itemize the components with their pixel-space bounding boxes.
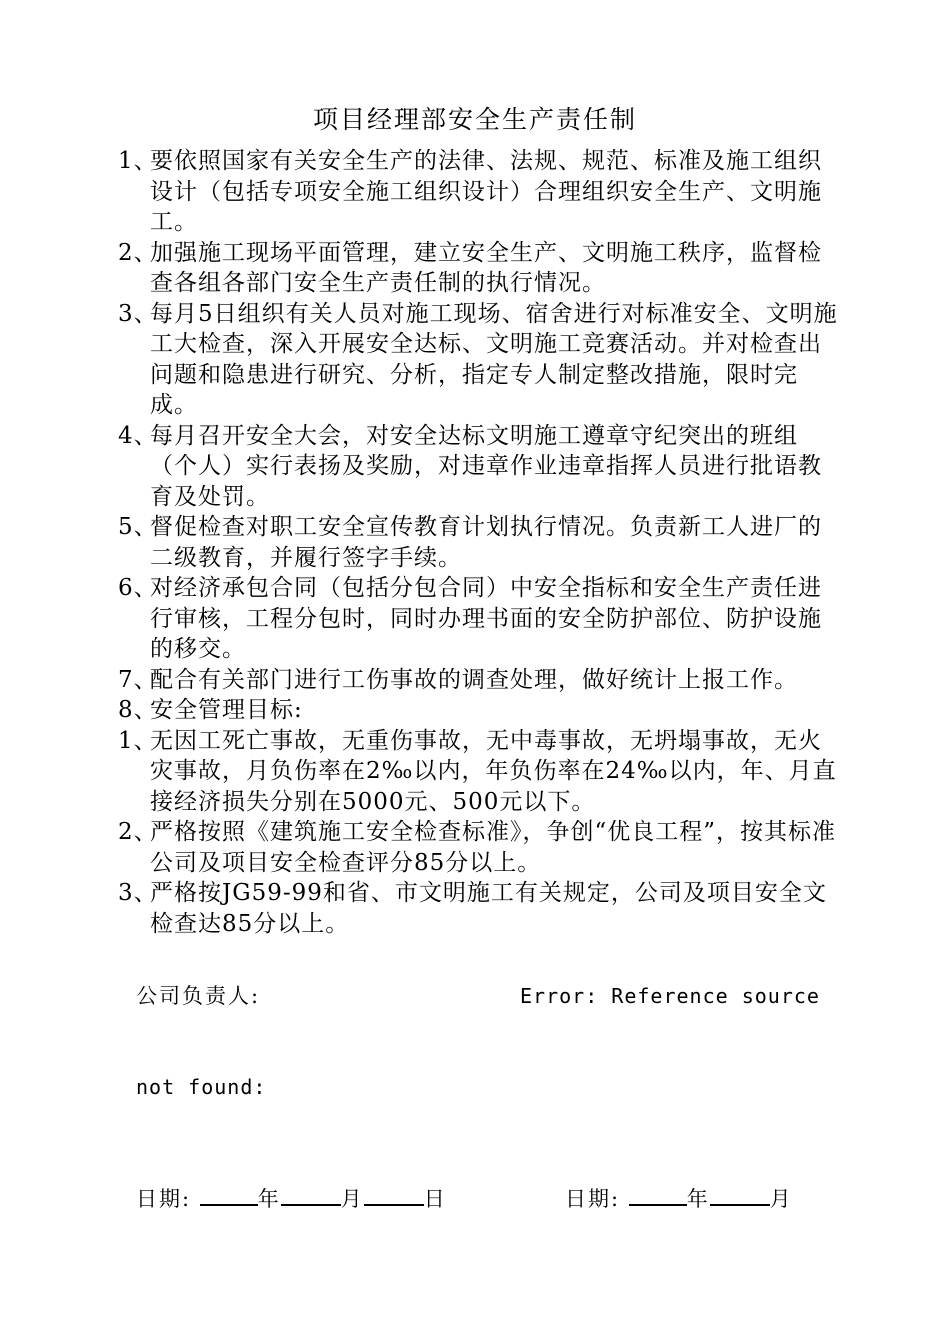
year-label: 年 <box>686 1187 710 1211</box>
date-label: 日期: <box>136 1187 192 1211</box>
item-number: 5、 <box>118 514 158 540</box>
day-label: 日 <box>423 1187 447 1211</box>
item-number: 8、 <box>118 697 158 723</box>
item-number: 1、 <box>118 727 158 754</box>
list-item <box>118 238 838 299</box>
day-blank <box>364 1186 424 1206</box>
item-text: 要依照国家有关安全生产的法律、法规、规范、标准及施工组织设计（包括专项安全施工组织设计）合理组织安全生产、文明施工。 <box>150 148 822 235</box>
item-number: 7、 <box>118 666 158 693</box>
item-number: 2、 <box>118 819 158 845</box>
item-text: 每月5日组织有关人员对施工现场、宿舍进行对标准安全、文明施工大检查，深入开展安全达标、文明施工竞赛活动。并对检查出问题和隐患进行研究、分析，指定专人制定整改措施，限时完成。 <box>150 300 838 418</box>
list-item <box>118 512 838 573</box>
item-text: 加强施工现场平面管理，建立安全生产、文明施工秩序，监督检查各组各部门安全生产责任制的执行情况。 <box>150 239 822 296</box>
item-text: 对经济承包合同（包括分包合同）中安全指标和安全生产责任进行审核，工程分包时，同时办理书面的安全防护部位、防护设施的移交。 <box>150 575 822 662</box>
item-text: 配合有关部门进行工伤事故的调查处理，做好统计上报工作。 <box>150 666 798 693</box>
error-reference-continuation: not found: <box>136 1075 267 1099</box>
right-date-line <box>565 1184 793 1214</box>
item-text: 督促检查对职工安全宣传教育计划执行情况。负责新工人进厂的二级教育，并履行签字手续。 <box>150 514 822 571</box>
list-item <box>118 421 838 513</box>
item-number: 2、 <box>118 239 158 266</box>
month-label: 月 <box>340 1187 364 1211</box>
month-blank <box>710 1186 770 1206</box>
left-date-line <box>136 1184 447 1214</box>
month-blank <box>281 1186 341 1206</box>
list-item <box>118 573 838 665</box>
list-item <box>118 817 838 878</box>
date-label: 日期: <box>565 1187 621 1211</box>
item-text: 严格按照《建筑施工安全检查标准》，争创“优良工程”，按其标准公司及项目安全检查评分85分以上。 <box>150 819 837 876</box>
list-item <box>118 726 838 818</box>
item-number: 6、 <box>118 575 158 601</box>
year-blank <box>629 1186 687 1206</box>
item-text: 安全管理目标: <box>150 697 303 723</box>
year-blank <box>200 1186 258 1206</box>
company-head-label: 公司负责人: <box>136 984 261 1008</box>
item-text: 严格按JG59-99和省、市文明施工有关规定，公司及项目安全文检查达85分以上。 <box>150 880 827 937</box>
year-label: 年 <box>257 1187 281 1211</box>
item-number: 3、 <box>118 880 158 906</box>
item-number: 4、 <box>118 422 158 449</box>
list-item <box>118 878 838 939</box>
month-label: 月 <box>769 1187 793 1211</box>
list-item <box>118 665 838 696</box>
responsibility-list <box>118 146 838 939</box>
error-reference-text: Error: Reference source <box>520 984 820 1008</box>
item-number: 3、 <box>118 300 158 327</box>
list-item <box>118 146 838 238</box>
list-item <box>118 695 838 726</box>
list-item <box>118 299 838 421</box>
document-title: 项目经理部安全生产责任制 <box>312 105 637 134</box>
item-number: 1、 <box>118 148 158 174</box>
item-text: 无因工死亡事故，无重伤事故，无中毒事故，无坍塌事故，无火灾事故，月负伤率在2‰以内，年负伤率在24‰以内，年、月直接经济损失分别在5000元、500元以下。 <box>150 727 837 815</box>
item-text: 每月召开安全大会，对安全达标文明施工遵章守纪突出的班组（个人）实行表扬及奖励，对违章作业违章指挥人员进行批语教育及处罚。 <box>150 422 822 510</box>
